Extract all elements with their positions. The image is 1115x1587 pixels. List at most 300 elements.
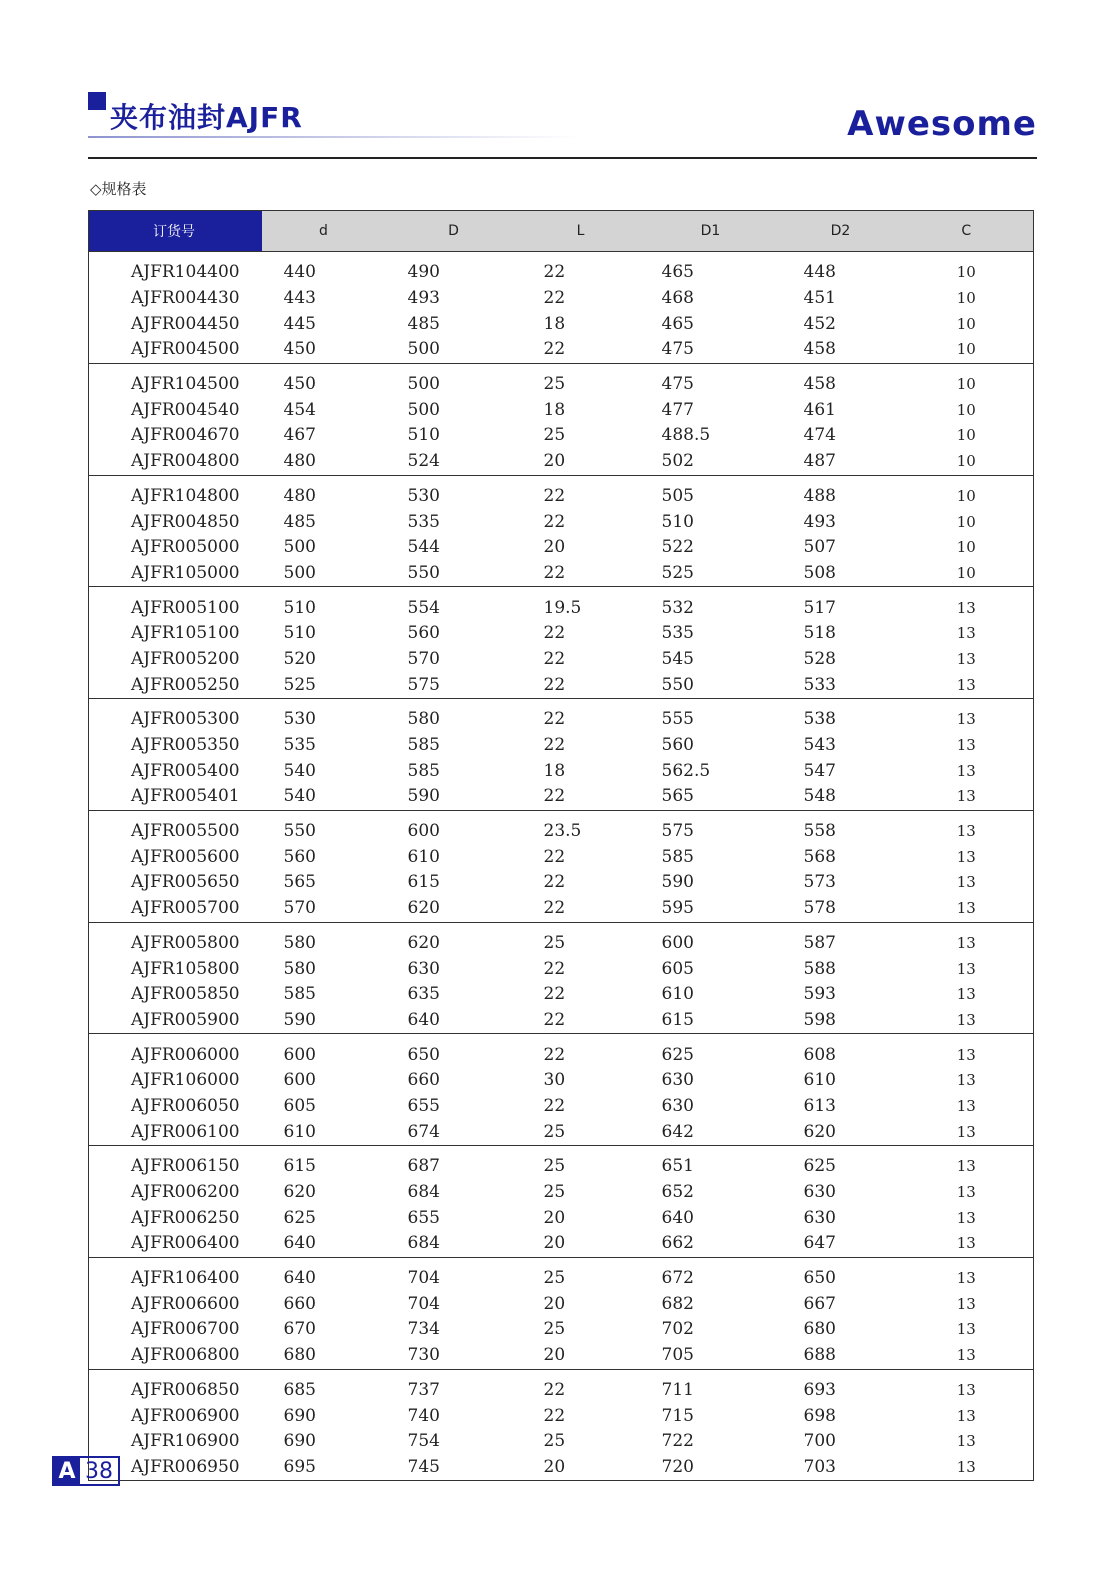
cell-D: 687 xyxy=(407,1156,440,1177)
cell-d: 510 xyxy=(283,623,316,644)
cell-d: 600 xyxy=(283,1070,316,1091)
cell-C: 13 xyxy=(956,1380,976,1399)
cell-order-no: AJFR005800 xyxy=(131,932,240,953)
cell-d: 690 xyxy=(283,1431,316,1452)
cell-d: 450 xyxy=(283,374,316,395)
table-row xyxy=(89,810,1034,844)
table-row xyxy=(89,587,1034,621)
cell-L: 19.5 xyxy=(543,597,582,618)
table-row xyxy=(89,363,1034,397)
cell-L: 22 xyxy=(543,984,566,1005)
table-row xyxy=(89,509,1034,535)
cell-D2: 667 xyxy=(803,1293,836,1314)
cell-D2: 578 xyxy=(803,898,836,919)
table-row xyxy=(89,1455,1034,1481)
cell-D2: 608 xyxy=(803,1044,836,1065)
cell-D: 575 xyxy=(407,674,440,695)
table-row xyxy=(89,733,1034,759)
cell-D: 580 xyxy=(407,709,440,730)
cell-D: 485 xyxy=(407,313,440,334)
cell-order-no: AJFR005500 xyxy=(131,821,240,842)
cell-D2: 538 xyxy=(803,709,836,730)
cell-D: 620 xyxy=(407,932,440,953)
cell-D: 560 xyxy=(407,623,440,644)
cell-D: 493 xyxy=(407,288,440,309)
cell-C: 10 xyxy=(956,426,976,445)
row-group xyxy=(89,1369,1034,1481)
cell-order-no: AJFR004540 xyxy=(131,399,240,420)
cell-C: 13 xyxy=(956,1096,976,1115)
page-number: 38 xyxy=(85,1458,113,1484)
cell-C: 13 xyxy=(956,624,976,643)
cell-D2: 620 xyxy=(803,1121,836,1142)
table-row xyxy=(89,423,1034,449)
cell-D: 570 xyxy=(407,648,440,669)
cell-D2: 448 xyxy=(803,262,836,283)
cell-order-no: AJFR006900 xyxy=(131,1405,240,1426)
cell-D: 550 xyxy=(407,562,440,583)
cell-D1: 545 xyxy=(661,648,694,669)
cell-D1: 468 xyxy=(661,288,694,309)
row-group xyxy=(89,252,1034,364)
cell-L: 22 xyxy=(543,1405,566,1426)
col-header-L: L xyxy=(522,211,640,252)
cell-D1: 662 xyxy=(661,1233,694,1254)
cell-C: 10 xyxy=(956,486,976,505)
cell-D1: 502 xyxy=(661,451,694,472)
table-row xyxy=(89,449,1034,475)
table-row xyxy=(89,844,1034,870)
cell-d: 467 xyxy=(283,425,316,446)
cell-order-no: AJFR006850 xyxy=(131,1379,240,1400)
cell-d: 605 xyxy=(283,1095,316,1116)
cell-D1: 532 xyxy=(661,597,694,618)
cell-L: 22 xyxy=(543,511,566,532)
cell-C: 13 xyxy=(956,736,976,755)
cell-L: 22 xyxy=(543,735,566,756)
cell-C: 10 xyxy=(956,314,976,333)
cell-D1: 475 xyxy=(661,339,694,360)
cell-d: 570 xyxy=(283,898,316,919)
cell-D: 740 xyxy=(407,1405,440,1426)
cell-D: 684 xyxy=(407,1233,440,1254)
cell-D2: 688 xyxy=(803,1345,836,1366)
cell-D: 590 xyxy=(407,786,440,807)
table-row xyxy=(89,870,1034,896)
row-group xyxy=(89,363,1034,475)
cell-order-no: AJFR005000 xyxy=(131,537,240,558)
cell-C: 13 xyxy=(956,985,976,1004)
cell-d: 510 xyxy=(283,597,316,618)
row-group xyxy=(89,922,1034,1034)
cell-D1: 630 xyxy=(661,1070,694,1091)
cell-C: 13 xyxy=(956,1234,976,1253)
cell-d: 530 xyxy=(283,709,316,730)
cell-D2: 613 xyxy=(803,1095,836,1116)
cell-D2: 703 xyxy=(803,1456,836,1477)
cell-order-no: AJFR005300 xyxy=(131,709,240,730)
cell-D: 500 xyxy=(407,399,440,420)
table-row xyxy=(89,956,1034,982)
cell-L: 22 xyxy=(543,623,566,644)
cell-d: 500 xyxy=(283,537,316,558)
cell-D: 490 xyxy=(407,262,440,283)
cell-D: 704 xyxy=(407,1293,440,1314)
cell-order-no: AJFR006600 xyxy=(131,1293,240,1314)
row-group xyxy=(89,475,1034,587)
cell-D: 535 xyxy=(407,511,440,532)
cell-D: 530 xyxy=(407,485,440,506)
cell-D2: 508 xyxy=(803,562,836,583)
cell-L: 25 xyxy=(543,932,566,953)
table-row xyxy=(89,561,1034,587)
cell-C: 10 xyxy=(956,563,976,582)
cell-D2: 547 xyxy=(803,760,836,781)
cell-D1: 535 xyxy=(661,623,694,644)
col-header-D2: D2 xyxy=(782,211,900,252)
cell-D1: 711 xyxy=(661,1379,694,1400)
table-row xyxy=(89,1369,1034,1403)
cell-L: 20 xyxy=(543,537,566,558)
cell-L: 22 xyxy=(543,898,566,919)
cell-C: 13 xyxy=(956,1208,976,1227)
cell-d: 450 xyxy=(283,339,316,360)
cell-D: 704 xyxy=(407,1268,440,1289)
cell-C: 13 xyxy=(956,710,976,729)
cell-d: 580 xyxy=(283,932,316,953)
cell-order-no: AJFR105100 xyxy=(131,623,240,644)
table-row xyxy=(89,647,1034,673)
table-row xyxy=(89,758,1034,784)
cell-d: 625 xyxy=(283,1207,316,1228)
table-row xyxy=(89,1146,1034,1180)
cell-D: 640 xyxy=(407,1009,440,1030)
cell-D: 734 xyxy=(407,1319,440,1340)
col-header-d: d xyxy=(262,211,386,252)
title-underline xyxy=(88,136,578,138)
cell-L: 20 xyxy=(543,1345,566,1366)
table-row xyxy=(89,337,1034,363)
cell-L: 20 xyxy=(543,1293,566,1314)
page-title: 夹布油封AJFR xyxy=(110,101,303,134)
table-row xyxy=(89,252,1034,286)
cell-d: 640 xyxy=(283,1268,316,1289)
cell-L: 22 xyxy=(543,872,566,893)
cell-D: 500 xyxy=(407,374,440,395)
cell-C: 10 xyxy=(956,538,976,557)
cell-D: 585 xyxy=(407,735,440,756)
cell-L: 22 xyxy=(543,562,566,583)
cell-D: 500 xyxy=(407,339,440,360)
cell-D2: 452 xyxy=(803,313,836,334)
cell-d: 565 xyxy=(283,872,316,893)
cell-D1: 525 xyxy=(661,562,694,583)
cell-C: 10 xyxy=(956,512,976,531)
cell-D2: 533 xyxy=(803,674,836,695)
cell-order-no: AJFR005850 xyxy=(131,984,240,1005)
cell-D2: 461 xyxy=(803,399,836,420)
cell-D2: 593 xyxy=(803,984,836,1005)
cell-order-no: AJFR006050 xyxy=(131,1095,240,1116)
cell-d: 454 xyxy=(283,399,316,420)
cell-C: 13 xyxy=(956,933,976,952)
table-row xyxy=(89,397,1034,423)
cell-d: 500 xyxy=(283,562,316,583)
cell-D1: 565 xyxy=(661,786,694,807)
cell-C: 13 xyxy=(956,847,976,866)
cell-D2: 543 xyxy=(803,735,836,756)
cell-order-no: AJFR105800 xyxy=(131,958,240,979)
cell-L: 18 xyxy=(543,313,566,334)
cell-C: 10 xyxy=(956,289,976,308)
col-header-D: D xyxy=(386,211,522,252)
cell-d: 640 xyxy=(283,1233,316,1254)
cell-D1: 510 xyxy=(661,511,694,532)
cell-order-no: AJFR006150 xyxy=(131,1156,240,1177)
cell-L: 18 xyxy=(543,399,566,420)
cell-D1: 550 xyxy=(661,674,694,695)
cell-order-no: AJFR005600 xyxy=(131,846,240,867)
cell-L: 22 xyxy=(543,1095,566,1116)
cell-L: 25 xyxy=(543,1156,566,1177)
cell-D: 655 xyxy=(407,1207,440,1228)
brand-logo: Awesome xyxy=(847,104,1037,144)
cell-order-no: AJFR006000 xyxy=(131,1044,240,1065)
cell-d: 480 xyxy=(283,485,316,506)
cell-d: 540 xyxy=(283,786,316,807)
row-group xyxy=(89,699,1034,811)
cell-D: 754 xyxy=(407,1431,440,1452)
cell-D1: 615 xyxy=(661,1009,694,1030)
cell-D1: 610 xyxy=(661,984,694,1005)
cell-D2: 458 xyxy=(803,374,836,395)
table-row xyxy=(89,922,1034,956)
table-row xyxy=(89,1034,1034,1068)
cell-order-no: AJFR004500 xyxy=(131,339,240,360)
cell-d: 550 xyxy=(283,821,316,842)
cell-C: 13 xyxy=(956,649,976,668)
cell-D2: 698 xyxy=(803,1405,836,1426)
col-header-C: C xyxy=(900,211,1034,252)
cell-order-no: AJFR104800 xyxy=(131,485,240,506)
cell-order-no: AJFR105000 xyxy=(131,562,240,583)
cell-L: 25 xyxy=(543,1319,566,1340)
cell-order-no: AJFR006700 xyxy=(131,1319,240,1340)
cell-D2: 474 xyxy=(803,425,836,446)
cell-D1: 720 xyxy=(661,1456,694,1477)
cell-D2: 573 xyxy=(803,872,836,893)
cell-C: 13 xyxy=(956,787,976,806)
table-row xyxy=(89,1094,1034,1120)
cell-L: 22 xyxy=(543,1044,566,1065)
cell-C: 13 xyxy=(956,1457,976,1476)
cell-D1: 702 xyxy=(661,1319,694,1340)
cell-C: 13 xyxy=(956,1432,976,1451)
cell-d: 525 xyxy=(283,674,316,695)
cell-D: 737 xyxy=(407,1379,440,1400)
cell-d: 443 xyxy=(283,288,316,309)
cell-order-no: AJFR006950 xyxy=(131,1456,240,1477)
table-header-row xyxy=(89,211,1034,252)
cell-C: 10 xyxy=(956,263,976,282)
cell-C: 13 xyxy=(956,1071,976,1090)
cell-d: 560 xyxy=(283,846,316,867)
cell-L: 20 xyxy=(543,451,566,472)
cell-C: 13 xyxy=(956,1269,976,1288)
col-header-D1: D1 xyxy=(640,211,782,252)
cell-order-no: AJFR004430 xyxy=(131,288,240,309)
cell-D: 620 xyxy=(407,898,440,919)
cell-order-no: AJFR006100 xyxy=(131,1121,240,1142)
cell-D: 684 xyxy=(407,1182,440,1203)
table-row xyxy=(89,982,1034,1008)
cell-d: 580 xyxy=(283,958,316,979)
cell-D: 610 xyxy=(407,846,440,867)
cell-L: 22 xyxy=(543,674,566,695)
cell-D2: 517 xyxy=(803,597,836,618)
cell-D1: 465 xyxy=(661,313,694,334)
cell-L: 18 xyxy=(543,760,566,781)
cell-C: 13 xyxy=(956,959,976,978)
spec-table xyxy=(88,210,1034,1481)
cell-D: 615 xyxy=(407,872,440,893)
cell-C: 13 xyxy=(956,873,976,892)
cell-D2: 528 xyxy=(803,648,836,669)
cell-D: 524 xyxy=(407,451,440,472)
col-header-order-no: 订货号 xyxy=(89,211,262,252)
cell-D2: 518 xyxy=(803,623,836,644)
cell-D: 655 xyxy=(407,1095,440,1116)
cell-D: 730 xyxy=(407,1345,440,1366)
table-row xyxy=(89,1008,1034,1034)
cell-L: 22 xyxy=(543,648,566,669)
cell-C: 13 xyxy=(956,1045,976,1064)
cell-order-no: AJFR005100 xyxy=(131,597,240,618)
cell-d: 620 xyxy=(283,1182,316,1203)
cell-D1: 715 xyxy=(661,1405,694,1426)
page-section-letter: A xyxy=(54,1458,80,1484)
cell-order-no: AJFR004850 xyxy=(131,511,240,532)
cell-D2: 647 xyxy=(803,1233,836,1254)
table-row xyxy=(89,1429,1034,1455)
table-row xyxy=(89,1231,1034,1257)
cell-D1: 488.5 xyxy=(661,425,711,446)
row-group xyxy=(89,810,1034,922)
table-row xyxy=(89,1257,1034,1291)
cell-order-no: AJFR005650 xyxy=(131,872,240,893)
table-row xyxy=(89,1205,1034,1231)
cell-order-no: AJFR004800 xyxy=(131,451,240,472)
cell-order-no: AJFR005700 xyxy=(131,898,240,919)
cell-C: 10 xyxy=(956,452,976,471)
cell-D2: 493 xyxy=(803,511,836,532)
cell-order-no: AJFR104500 xyxy=(131,374,240,395)
cell-D1: 630 xyxy=(661,1095,694,1116)
cell-D: 650 xyxy=(407,1044,440,1065)
cell-D: 745 xyxy=(407,1456,440,1477)
table-row xyxy=(89,1343,1034,1369)
cell-D1: 555 xyxy=(661,709,694,730)
cell-L: 22 xyxy=(543,1379,566,1400)
cell-C: 13 xyxy=(956,675,976,694)
cell-D2: 610 xyxy=(803,1070,836,1091)
cell-C: 10 xyxy=(956,375,976,394)
cell-D2: 458 xyxy=(803,339,836,360)
cell-D1: 562.5 xyxy=(661,760,711,781)
cell-L: 22 xyxy=(543,709,566,730)
cell-d: 535 xyxy=(283,735,316,756)
cell-D2: 487 xyxy=(803,451,836,472)
cell-D1: 560 xyxy=(661,735,694,756)
cell-C: 13 xyxy=(956,1183,976,1202)
cell-order-no: AJFR005350 xyxy=(131,735,240,756)
cell-L: 22 xyxy=(543,958,566,979)
cell-C: 13 xyxy=(956,1010,976,1029)
cell-d: 610 xyxy=(283,1121,316,1142)
cell-order-no: AJFR106000 xyxy=(131,1070,240,1091)
cell-L: 25 xyxy=(543,1121,566,1142)
table-row xyxy=(89,475,1034,509)
cell-C: 13 xyxy=(956,1406,976,1425)
cell-D1: 705 xyxy=(661,1345,694,1366)
cell-D2: 625 xyxy=(803,1156,836,1177)
cell-C: 13 xyxy=(956,1346,976,1365)
table-row xyxy=(89,672,1034,698)
table-row xyxy=(89,1068,1034,1094)
table-row xyxy=(89,1317,1034,1343)
row-group xyxy=(89,1034,1034,1146)
cell-C: 13 xyxy=(956,1157,976,1176)
cell-D2: 693 xyxy=(803,1379,836,1400)
cell-D2: 630 xyxy=(803,1207,836,1228)
cell-d: 690 xyxy=(283,1405,316,1426)
cell-D2: 587 xyxy=(803,932,836,953)
cell-d: 680 xyxy=(283,1345,316,1366)
cell-D1: 640 xyxy=(661,1207,694,1228)
cell-L: 20 xyxy=(543,1207,566,1228)
cell-D1: 522 xyxy=(661,537,694,558)
cell-L: 25 xyxy=(543,425,566,446)
cell-L: 25 xyxy=(543,1431,566,1452)
cell-D1: 625 xyxy=(661,1044,694,1065)
cell-D1: 682 xyxy=(661,1293,694,1314)
cell-D2: 630 xyxy=(803,1182,836,1203)
cell-D1: 595 xyxy=(661,898,694,919)
cell-D2: 488 xyxy=(803,485,836,506)
cell-L: 25 xyxy=(543,374,566,395)
cell-d: 485 xyxy=(283,511,316,532)
cell-D1: 605 xyxy=(661,958,694,979)
cell-L: 20 xyxy=(543,1456,566,1477)
table-row xyxy=(89,896,1034,922)
cell-D1: 465 xyxy=(661,262,694,283)
cell-D1: 590 xyxy=(661,872,694,893)
table-row xyxy=(89,784,1034,810)
cell-L: 30 xyxy=(543,1070,566,1091)
cell-D1: 651 xyxy=(661,1156,694,1177)
cell-d: 660 xyxy=(283,1293,316,1314)
cell-D: 660 xyxy=(407,1070,440,1091)
cell-D1: 600 xyxy=(661,932,694,953)
cell-D: 585 xyxy=(407,760,440,781)
section-label: ◇规格表 xyxy=(90,180,147,198)
cell-L: 23.5 xyxy=(543,821,582,842)
cell-D2: 568 xyxy=(803,846,836,867)
cell-C: 10 xyxy=(956,400,976,419)
cell-D2: 588 xyxy=(803,958,836,979)
cell-C: 13 xyxy=(956,822,976,841)
cell-D2: 558 xyxy=(803,821,836,842)
